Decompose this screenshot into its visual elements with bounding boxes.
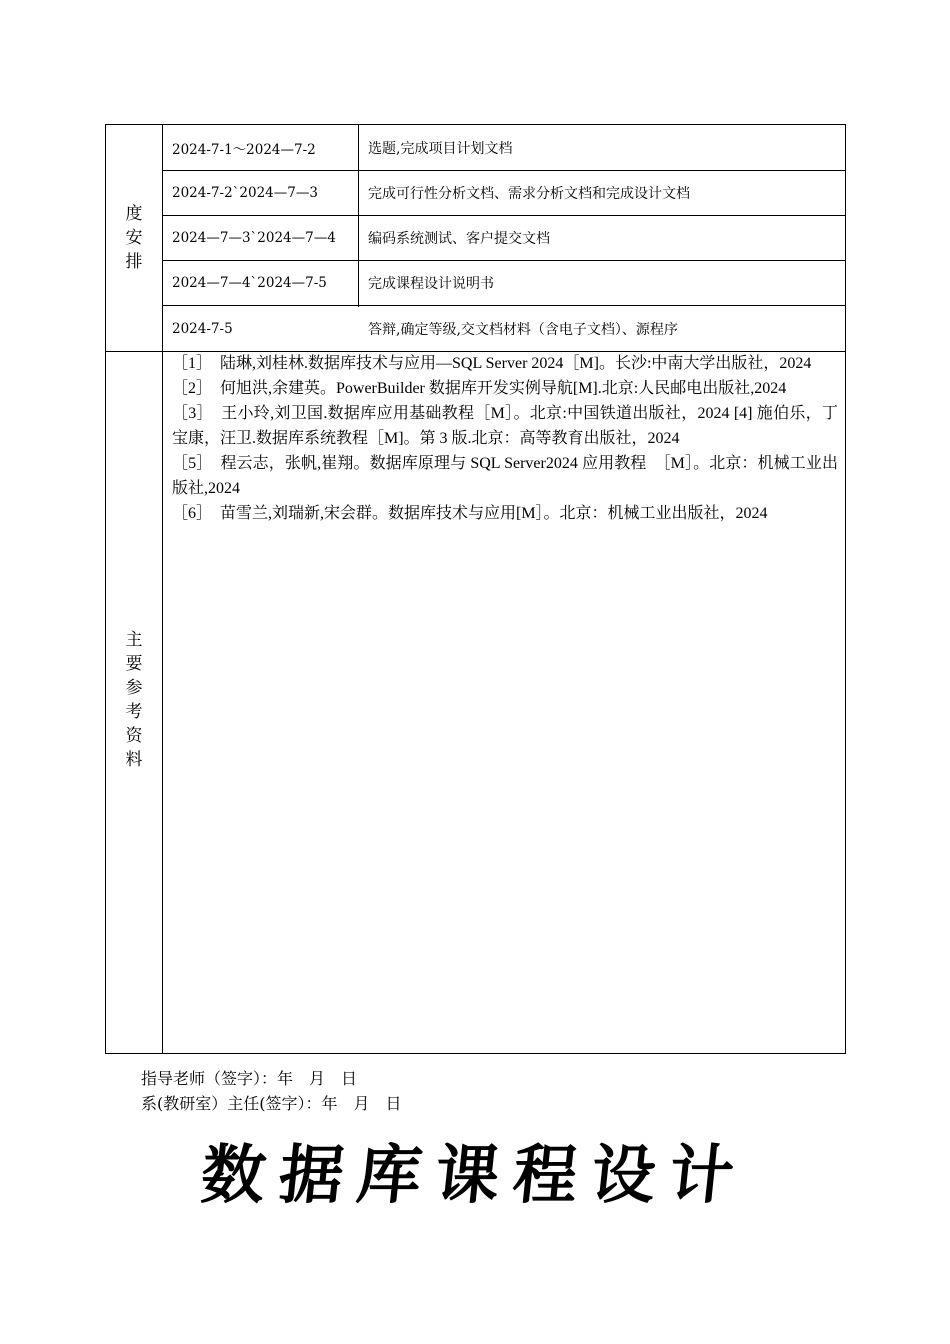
schedule-task: 编码系统测试、客户提交文档 [368, 230, 550, 247]
side-char: 参 [125, 678, 143, 698]
schedule-date: 2024-7-1～2024—7-2 [172, 141, 316, 158]
reference-entry: ［3］ 王小玲,刘卫国.数据库应用基础教程［M］。北京:中国铁道出版社，2024 [4] 施伯乐，丁宝康，汪卫.数据库系统教程［M]。第 3 版.北京：高等教育出版社，2024 [172, 405, 838, 447]
column-divider [162, 125, 163, 1053]
side-char: 要 [125, 654, 143, 674]
document-title: 数据库课程设计 [197, 1138, 752, 1213]
director-signature-line: 系(教研室）主任(签字）：年 月 日 [141, 1094, 402, 1113]
schedule-date: 2024—7—4`2024—7-5 [172, 274, 327, 291]
schedule-task: 完成可行性分析文档、需求分析文档和完成设计文档 [368, 185, 690, 202]
side-char: 主 [125, 630, 143, 650]
reference-entry: ［2］ 何旭洪,余建英。PowerBuilder 数据库开发实例导航[M].北京:人民邮电出版社,2024 [172, 380, 787, 397]
schedule-date: 2024-7-5 [172, 320, 233, 337]
side-char: 度 [125, 204, 143, 224]
reference-entry: ［1］ 陆琳,刘桂林.数据库技术与应用—SQL Server 2024［M]。长沙:中南大学出版社，2024 [172, 355, 812, 372]
side-char: 料 [125, 750, 143, 770]
schedule-task: 完成课程设计说明书 [368, 275, 494, 292]
schedule-reference-table [105, 124, 846, 1054]
side-char: 排 [125, 252, 143, 272]
reference-entry: ［5］ 程云志，张帆,崔翔。数据库原理与 SQL Server2024 应用教程 ［M］。北京：机械工业出版社,2024 [172, 455, 838, 497]
side-char: 考 [125, 702, 143, 722]
reference-entry: ［6］ 苗雪兰,刘瑞新,宋会群。数据库技术与应用[M］。北京：机械工业出版社，2024 [172, 505, 768, 522]
side-char: 安 [125, 228, 143, 248]
references-side-label [106, 352, 162, 1055]
schedule-date: 2024-7-2`2024—7—3 [172, 184, 318, 201]
schedule-task: 答辩,确定等级,交文档材料（含电子文档）、源程序 [368, 321, 678, 338]
schedule-task: 选题,完成项目计划文档 [368, 140, 513, 157]
schedule-date: 2024—7—3`2024—7—4 [172, 229, 336, 246]
reference-list [172, 351, 838, 526]
side-char: 资 [125, 726, 143, 746]
schedule-side-label [106, 125, 162, 351]
advisor-signature-line: 指导老师（签字）：年 月 日 [141, 1069, 358, 1088]
